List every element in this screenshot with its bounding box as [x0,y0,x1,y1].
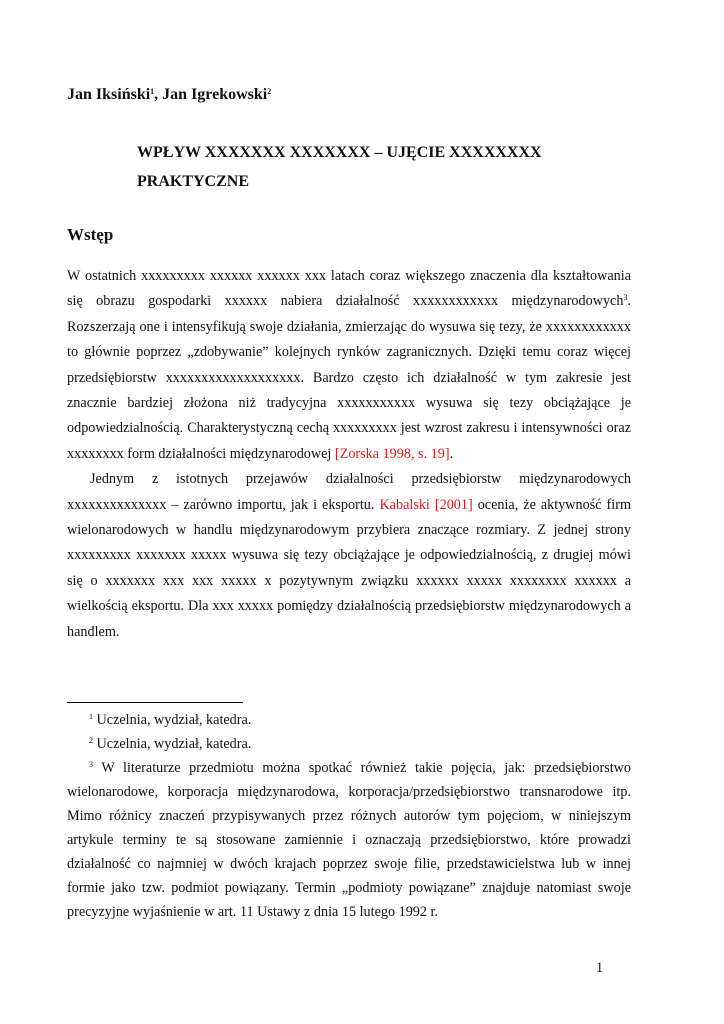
author-2-name: Jan Igrekowski [162,86,268,103]
author-2-footnote-ref[interactable]: 2 [267,87,272,96]
footnote-2-number: 2 [89,736,93,745]
footnote-2 [67,732,631,756]
author-line [67,86,271,104]
paper-title: WPŁYW XXXXXXX XXXXXXX – UJĘCIE XXXXXXXX PRAKTYCZNE [137,144,542,190]
footnote-1 [67,708,631,732]
author-separator: , [154,86,163,103]
citation-zorska[interactable]: [Zorska 1998, s. 19] [334,445,450,462]
footnote-3-number: 3 [89,760,93,769]
page-number: 1 [596,960,604,976]
paragraph-2 [67,467,631,645]
footnote-3 [67,756,631,924]
footnote-3-text: W literaturze przedmiotu można spotkać również takie pojęcia, jak: przedsiębiorstwo wielonarodowe, korporacja międzynarodowa, korporacja/przedsiębiorstwo transnarodowe itp. Mimo różnicy znaczeń przypisywanych przez różnych autorów tym pojęciom, w niniejszym artykule terminy te są stosowane zamiennie i oznaczają przedsiębiorstwo, które prowadzi działalność co najmniej w dwóch krajach poprzez swoje filie, przedstawicielstwa lub w innej formie jako tzw. podmiot powiązany. Termin „podmioty powiązane” znajduje natomiast swoje precyzyjne wyjaśnienie w art. 11 Ustawy z dnia 15 lutego 1992 r. [67,760,631,920]
footnote-1-number: 1 [89,712,93,721]
footnote-separator [67,702,243,703]
author-1-name: Jan Iksiński [67,86,151,103]
footnote-2-text: Uczelnia, wydział, katedra. [93,736,252,752]
footnote-1-text: Uczelnia, wydział, katedra. [93,712,252,728]
footnote-3-ref[interactable]: 3 [623,293,628,303]
paragraph-1-text-b: . Rozszerzają one i intensyfikują swoje działania, zmierzając do wysuwa się tezy, że xxxxxxxxxxxx to głównie poprzez „zdobywanie” kolejnych rynków zagranicznych. Dzięki temu coraz więcej przedsiębiorstw xxxxxxxxxxxxxxxxxxx. Bardzo często ich działalność w tym zakresie jest znacznie bardziej złożona niż tradycyjna xxxxxxxxxxx wysuwa się tezy obciążające je odpowiedzialnością. Charakterystyczną cechą xxxxxxxxx jest wzrost zakresu i intensywności oraz xxxxxxxx form działalności międzynarodowej [67,293,631,462]
footnotes [67,708,631,924]
paragraph-2-text-b: ocenia, że aktywność firm wielonarodowych w handlu międzynarodowym przybiera znaczące rozmiary. Z jednej strony xxxxxxxxx xxxxxxx xxxxx wysuwa się tezy obciążające je odpowiedzialnością, z drugiej mówi się o xxxxxxx xxx xxx xxxxx x pozytywnym związku xxxxxx xxxxx xxxxxxxx xxxxxx a wielkością eksportu. Dla xxx xxxxx pomiędzy działalnością przedsiębiorstw międzynarodowych a handlem. [67,496,631,640]
paragraph-1-text-a: W ostatnich xxxxxxxxx xxxxxx xxxxxx xxx latach coraz większego znaczenia dla kształtowania się obrazu gospodarki xxxxxx nabiera działalność xxxxxxxxxxxx międzynarodowych [67,268,631,310]
paragraph-1 [67,264,631,467]
section-heading: Wstęp [67,225,114,244]
paragraph-1-text-c: . [449,445,454,462]
body-text [67,264,631,645]
paragraph-2-text-a: Jednym z istotnych przejawów działalności przedsiębiorstw międzynarodowych xxxxxxxxxxxxxx – zarówno importu, jak i eksportu. [67,471,631,513]
citation-kabalski[interactable]: Kabalski [2001] [379,496,473,513]
author-1-footnote-ref[interactable]: 1 [150,87,155,96]
